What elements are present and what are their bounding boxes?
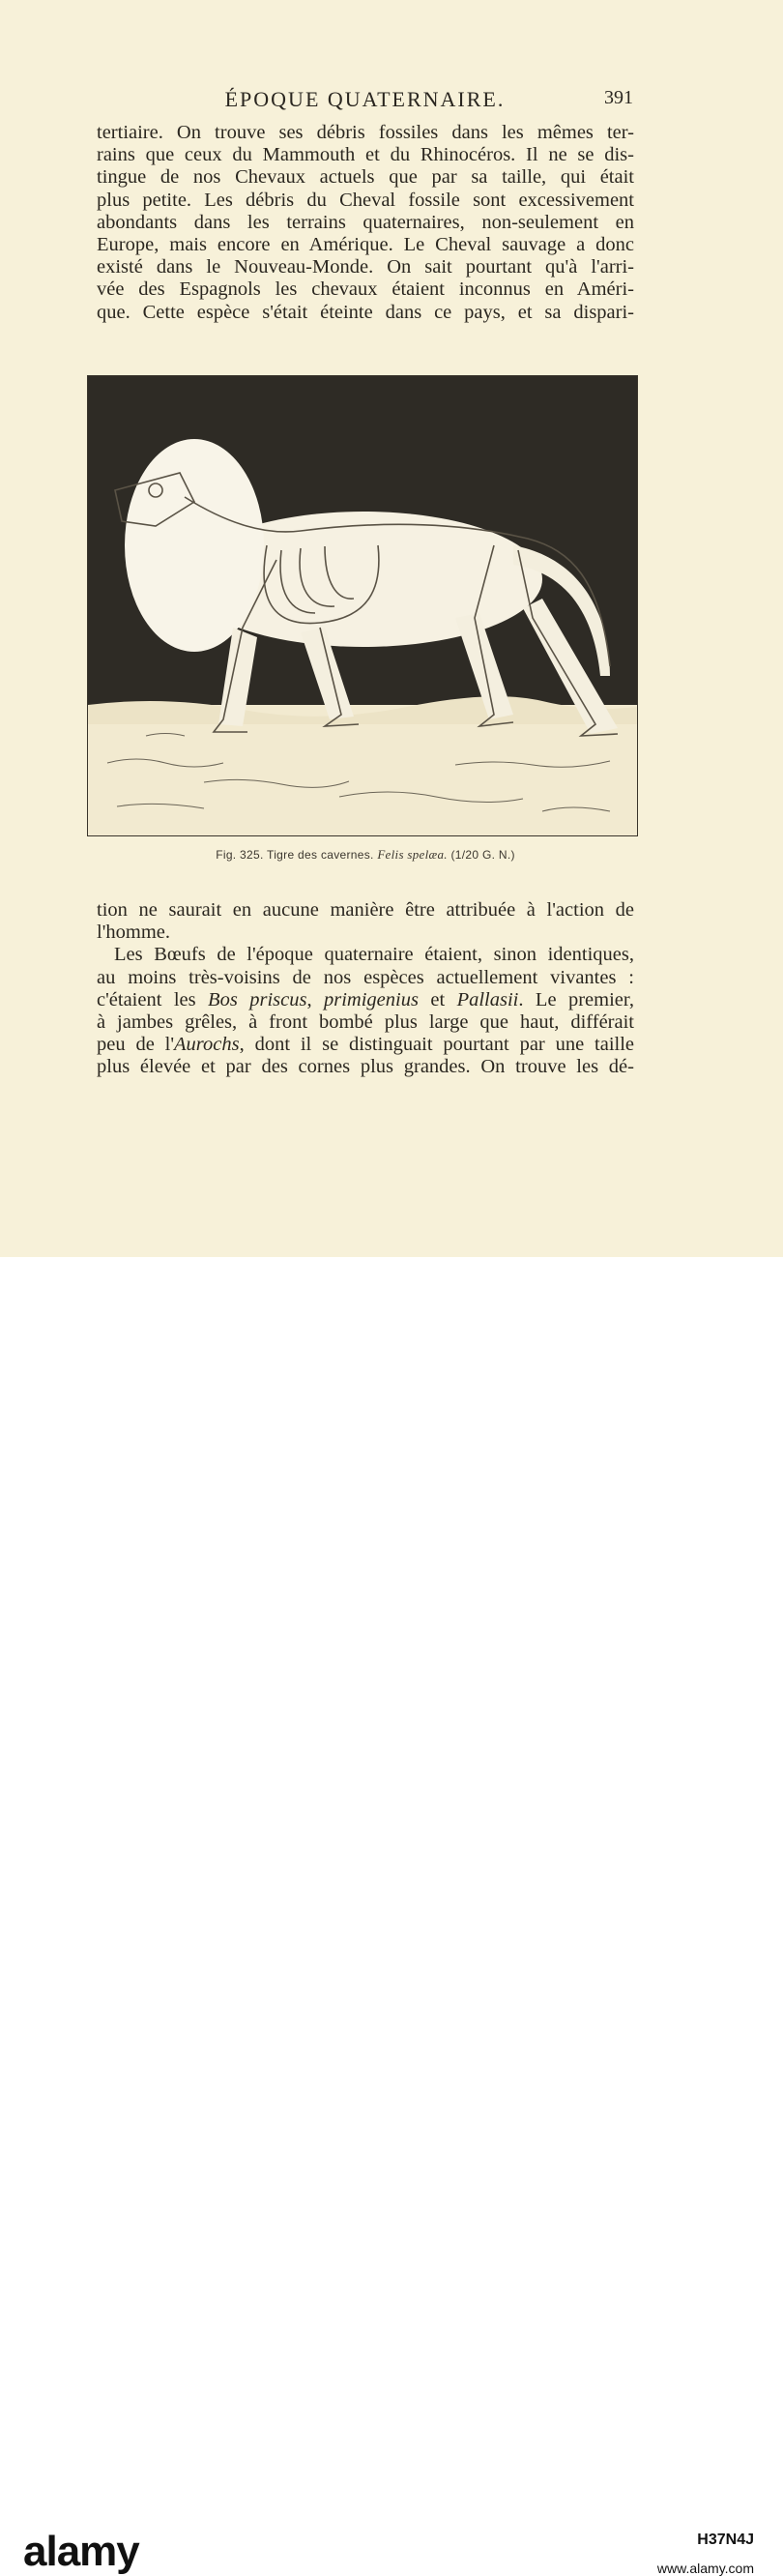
species-name: Aurochs [174,1034,240,1056]
image-id: H37N4J [697,2532,754,2548]
text-line: abondants dans les terrains quaternaires, non-seulement en [97,211,634,233]
text-line: que. Cette espèce s'était éteinte dans ce pays, et sa dispari- [97,301,634,323]
text-line: l'homme. [97,922,171,944]
text-line: existé dans le Nouveau-Monde. On sait pourtant qu'à l'arri- [97,256,634,278]
text-line: plus élevée et par des cornes plus grandes. On trouve les dé- [97,1056,634,1078]
body-text-upper [97,122,634,324]
text-line: tion ne saurait en aucune manière être attribuée à l'action de [97,899,634,921]
text-run: , [306,988,324,1010]
caption-species: Felis spelæa. [377,847,448,862]
site-url: www.alamy.com [656,2561,754,2576]
text-line: au moins très-voisins de nos espèces actuellement vivantes : [97,966,634,988]
text-line: tertiaire. On trouve ses débris fossiles dans les mêmes ter- [97,122,634,143]
text-run: , dont il se distinguait pourtant par une taille [239,1034,634,1056]
page-number: 391 [604,87,633,108]
text-line: rains que ceux du Mammouth et du Rhinocéros. Il ne se dis- [97,144,634,166]
engraving-illustration [88,376,637,835]
chapter-title: ÉPOQUE QUATERNAIRE. [224,87,506,111]
text-line: vée des Espagnols les chevaux étaient inconnus en Améri- [97,278,634,301]
text-run: et [418,988,457,1010]
caption-scale: (1/20 G. N.) [450,848,515,862]
body-text-lower [97,899,634,1079]
stock-footer [0,1257,783,2576]
text-line: Les Bœufs de l'époque quaternaire étaient, sinon identiques, [114,944,634,966]
figure-caption [97,847,634,863]
running-header [97,87,633,112]
alamy-logo: alamy [23,2528,139,2575]
text-line: tingue de nos Chevaux actuels que par sa taille, qui était [97,166,634,189]
text-run: c'étaient les [97,988,209,1010]
species-name: primigenius [324,988,419,1010]
text-line [97,1034,634,1056]
caption-label: Fig. 325. Tigre des cavernes. [216,848,374,862]
text-line: plus petite. Les débris du Cheval fossile sont excessivement [97,189,634,211]
text-line: à jambes grêles, à front bombé plus large que haut, différait [97,1011,634,1034]
text-line: Europe, mais encore en Amérique. Le Cheval sauvage a donc [97,234,634,256]
species-name: Pallasii [456,988,519,1010]
text-line [97,989,634,1011]
book-page [0,0,783,1257]
text-run: . Le premier, [518,988,635,1010]
text-run: peu de l' [97,1034,175,1056]
species-name: Bos priscus [208,988,307,1010]
cave-lion-skeleton-figure [87,375,638,836]
